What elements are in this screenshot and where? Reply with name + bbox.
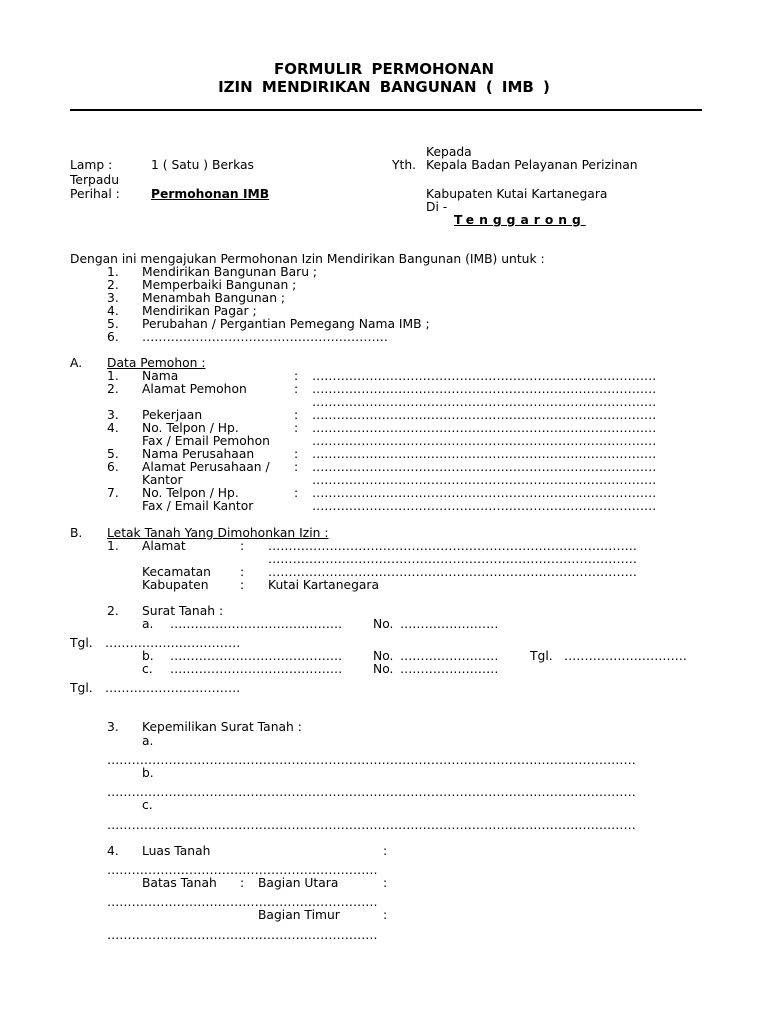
surat-b-no-label: No.: [373, 649, 394, 663]
field-value: …………………………………………………………………………: [312, 434, 657, 448]
field-num: 7.: [107, 486, 119, 500]
field-colon: :: [294, 408, 299, 422]
surat-b-letter: b.: [142, 649, 154, 663]
field-label: Pekerjaan: [142, 408, 203, 422]
surat-c-letter: c.: [142, 662, 153, 676]
field-label: Nama: [142, 369, 179, 383]
surat-b-no-dots: ……………………: [400, 649, 499, 663]
field-value: …………………………………………………………………………: [312, 460, 657, 474]
surat-c-tgl-dots: ……………………………: [105, 681, 241, 695]
surat-b-tgl-label: Tgl.: [530, 649, 553, 663]
luas-dots: …………………………………………………………: [107, 863, 378, 877]
surat-tanah-num: 2.: [107, 604, 119, 618]
form-title-line1: FORMULIR PERMOHONAN: [273, 60, 495, 78]
luas-num: 4.: [107, 844, 119, 858]
surat-a-dots: ……………………………………: [170, 617, 343, 631]
surat-a-letter: a.: [142, 617, 154, 631]
batas-colon: :: [240, 876, 245, 890]
intro-item-text: Mendirikan Pagar ;: [142, 304, 257, 318]
form-title-line2: IZIN MENDIRIKAN BANGUNAN ( IMB ): [218, 78, 550, 96]
surat-a-no-dots: ……………………: [400, 617, 499, 631]
intro-item-text: ……………………………………………………: [142, 330, 388, 344]
yth-label: Yth.: [392, 158, 417, 172]
perihal-value: Permohonan IMB: [151, 187, 270, 201]
kepemilikan-b-dots: …………………………………………………………………………………………………………………: [107, 785, 636, 799]
intro-text: Dengan ini mengajukan Permohonan Izin Mendirikan Bangunan (IMB) untuk :: [70, 252, 545, 266]
field-label: Fax / Email Pemohon: [142, 434, 270, 448]
field-value: …………………………………………………………………………: [312, 421, 657, 435]
field-value: …………………………………………………………………………: [312, 486, 657, 500]
intro-item-text: Perubahan / Pergantian Pemegang Nama IMB ;: [142, 317, 430, 331]
field-colon: :: [294, 421, 299, 435]
lamp-label: Lamp :: [70, 158, 113, 172]
field-colon: :: [294, 460, 299, 474]
field-num: 1.: [107, 369, 119, 383]
recipient-line3: Di -: [426, 200, 448, 214]
surat-c-dots: ……………………………………: [170, 662, 343, 676]
kecamatan-label: Kecamatan: [142, 565, 211, 579]
luas-colon: :: [383, 844, 388, 858]
surat-b-dots: ……………………………………: [170, 649, 343, 663]
field-value: …………………………………………………………………………: [312, 369, 657, 383]
alamat-colon: :: [240, 539, 245, 553]
field-num: 5.: [107, 447, 119, 461]
surat-c-no-label: No.: [373, 662, 394, 676]
recipient-city: Tenggarong: [454, 213, 586, 227]
field-label: No. Telpon / Hp.: [142, 421, 239, 435]
field-num: 2.: [107, 382, 119, 396]
kepada-label: Kepada: [426, 145, 472, 159]
intro-item-num: 2.: [107, 278, 119, 292]
section-a-title: Data Pemohon :: [107, 356, 206, 370]
field-label: Kantor: [142, 473, 183, 487]
intro-item-num: 1.: [107, 265, 119, 279]
intro-item-num: 3.: [107, 291, 119, 305]
field-value: …………………………………………………………………………: [312, 447, 657, 461]
field-colon: :: [294, 486, 299, 500]
recipient-line1-cont: Terpadu: [70, 173, 119, 187]
kepemilikan-b-letter: b.: [142, 766, 154, 780]
field-num: 6.: [107, 460, 119, 474]
section-b-title: Letak Tanah Yang Dimohonkan Izin :: [107, 526, 329, 540]
surat-b-tgl-dots: …………………………: [564, 649, 687, 663]
kepemilikan-c-dots: …………………………………………………………………………………………………………………: [107, 818, 636, 832]
field-colon: :: [294, 369, 299, 383]
field-value: …………………………………………………………………………: [312, 473, 657, 487]
utara-colon: :: [383, 876, 388, 890]
field-num: 4.: [107, 421, 119, 435]
timur-label: Bagian Timur: [258, 908, 340, 922]
field-label: Alamat Perusahaan /: [142, 460, 270, 474]
intro-item-text: Memperbaiki Bangunan ;: [142, 278, 297, 292]
kabupaten-label: Kabupaten: [142, 578, 209, 592]
intro-item-text: Menambah Bangunan ;: [142, 291, 286, 305]
field-label: Fax / Email Kantor: [142, 499, 254, 513]
recipient-line1: Kepala Badan Pelayanan Perizinan: [426, 158, 638, 172]
section-a-letter: A.: [70, 356, 83, 370]
luas-label: Luas Tanah: [142, 844, 211, 858]
field-value: …………………………………………………………………………: [312, 395, 657, 409]
utara-dots: …………………………………………………………: [107, 895, 378, 909]
field-colon: :: [294, 382, 299, 396]
timur-colon: :: [383, 908, 388, 922]
field-num: 3.: [107, 408, 119, 422]
intro-item-text: Mendirikan Bangunan Baru ;: [142, 265, 318, 279]
surat-a-no-label: No.: [373, 617, 394, 631]
alamat-value: ………………………………………………………………………………: [268, 539, 637, 553]
kabupaten-value: Kutai Kartanegara: [268, 578, 380, 592]
kabupaten-colon: :: [240, 578, 245, 592]
surat-a-tgl-label: Tgl.: [70, 636, 93, 650]
surat-a-tgl-dots: ……………………………: [105, 636, 241, 650]
field-value: …………………………………………………………………………: [312, 408, 657, 422]
batas-label: Batas Tanah: [142, 876, 217, 890]
title-divider: [70, 109, 702, 111]
kepemilikan-label: Kepemilikan Surat Tanah :: [142, 720, 302, 734]
recipient-line2: Kabupaten Kutai Kartanegara: [426, 187, 608, 201]
field-colon: :: [294, 447, 299, 461]
lamp-value: 1 ( Satu ) Berkas: [151, 158, 254, 172]
alamat-value-2: ………………………………………………………………………………: [268, 552, 637, 566]
alamat-label: Alamat: [142, 539, 186, 553]
surat-tanah-label: Surat Tanah :: [142, 604, 224, 618]
field-value: …………………………………………………………………………: [312, 382, 657, 396]
alamat-num: 1.: [107, 539, 119, 553]
section-b-letter: B.: [70, 526, 83, 540]
utara-label: Bagian Utara: [258, 876, 339, 890]
kepemilikan-c-letter: c.: [142, 798, 153, 812]
surat-c-tgl-label: Tgl.: [70, 681, 93, 695]
surat-c-no-dots: ……………………: [400, 662, 499, 676]
perihal-label: Perihal :: [70, 187, 120, 201]
field-value: …………………………………………………………………………: [312, 499, 657, 513]
kepemilikan-a-dots: …………………………………………………………………………………………………………………: [107, 753, 636, 767]
intro-item-num: 4.: [107, 304, 119, 318]
timur-dots: …………………………………………………………: [107, 928, 378, 942]
kepemilikan-num: 3.: [107, 720, 119, 734]
field-label: Alamat Pemohon: [142, 382, 247, 396]
intro-item-num: 6.: [107, 330, 119, 344]
field-label: No. Telpon / Hp.: [142, 486, 239, 500]
field-label: Nama Perusahaan: [142, 447, 255, 461]
kecamatan-value: ………………………………………………………………………………: [268, 565, 637, 579]
kecamatan-colon: :: [240, 565, 245, 579]
intro-item-num: 5.: [107, 317, 119, 331]
kepemilikan-a-letter: a.: [142, 734, 154, 748]
